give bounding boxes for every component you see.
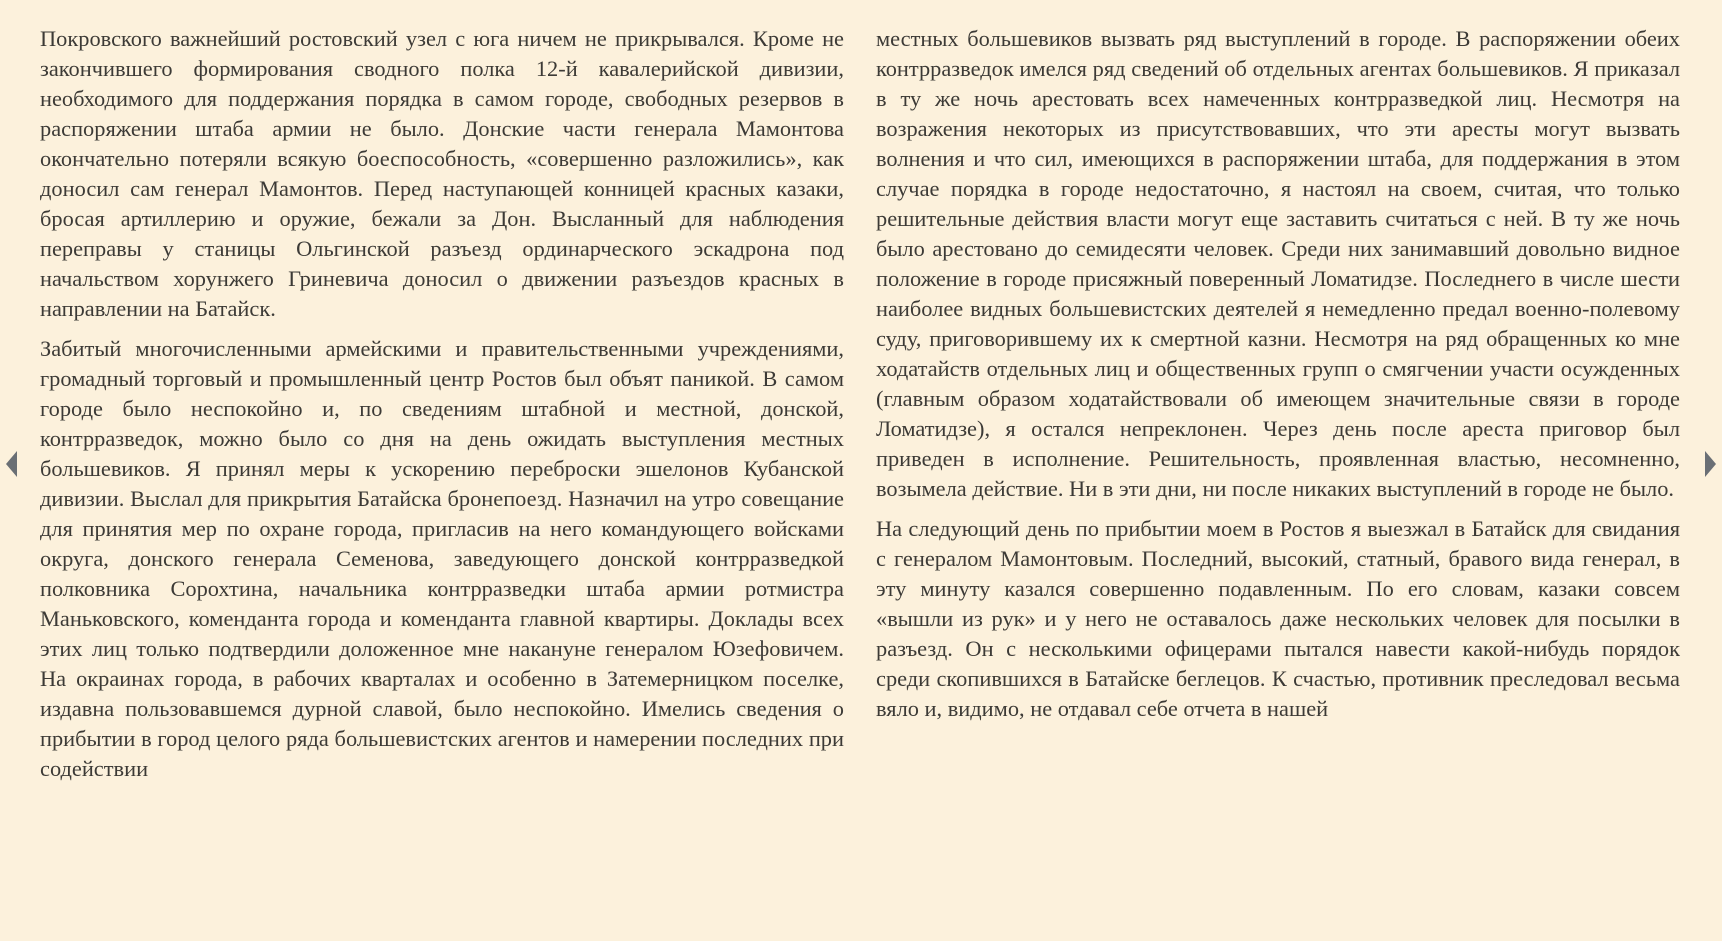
left-paragraph-1: Покровского важнейший ростовский узел с юга ничем не прикрывался. Кроме не закончившего формирования сводного полка 12-й кавалерийской дивизии, необходимого для поддержания порядка в самом городе, свободных резервов в распоряжении штаба армии не было. Донские части генерала Мамонтова окончательно потеряли всякую боеспособность, «совершенно разложились», как доносил сам генерал Мамонтов. Перед наступающей конницей красных казаки, бросая артиллерию и оружие, бежали за Дон. Высланный для наблюдения переправы у станицы Ольгинской разъезд ординарческого эскадрона под начальством хорунжего Гриневича доносил о движении разъездов красных в направлении на Батайск. — [40, 26, 844, 321]
right-page-column — [876, 24, 1680, 734]
next-page-arrow-icon[interactable] — [1705, 451, 1716, 477]
right-paragraph-1: местных большевиков вызвать ряд выступлений в городе. В распоряжении обеих контрразведок имелся ряд сведений об отдельных агентах большевиков. Я приказал в ту же ночь арестовать всех намеченных контрразведкой лиц. Несмотря на возражения некоторых из присутствовавших, что эти аресты могут вызвать волнения и что сил, имеющихся в распоряжении штаба, для поддержания в этом случае порядка в городе недостаточно, я настоял на своем, считая, что только решительные действия власти могут еще заставить считаться с ней. В ту же ночь было арестовано до семидесяти человек. Среди них занимавший довольно видное положение в городе присяжный поверенный Ломатидзе. Последнего в числе шести наиболее видных большевистских деятелей я немедленно предал военно-полевому суду, приговорившему их к смертной казни. Несмотря на ряд обращенных ко мне ходатайств отдельных лиц и общественных групп о смягчении участи осужденных (главным образом ходатайствовали об имеющем значительные связи в городе Ломатидзе), я остался непреклонен. Через день после ареста приговор был приведен в исполнение. Решительность, проявленная властью, несомненно, возымела действие. Ни в эти дни, ни после никаких выступлений в городе не было. — [876, 26, 1680, 501]
left-page-column — [40, 24, 844, 794]
right-paragraph-2: На следующий день по прибытии моем в Ростов я выезжал в Батайск для свидания с генералом Мамонтовым. Последний, высокий, статный, бравого вида генерал, в эту минуту казался совершенно подавленным. По его словам, казаки совсем «вышли из рук» и у него не оставалось даже нескольких человек для посылки в разъезд. Он с несколькими офицерами пытался навести какой-нибудь порядок среди скопившихся в Батайске беглецов. К счастью, противник преследовал весьма вяло и, видимо, не отдавал себе отчета в нашей — [876, 516, 1680, 721]
previous-page-arrow-icon[interactable] — [6, 451, 17, 477]
left-paragraph-2: Забитый многочисленными армейскими и правительственными учреждениями, громадный торговый и промышленный центр Ростов был объят паникой. В самом городе было неспокойно и, по сведениям штабной и местной, донской, контрразведок, можно было со дня на день ожидать выступления местных большевиков. Я принял меры к ускорению переброски эшелонов Кубанской дивизии. Выслал для прикрытия Батайска бронепоезд. Назначил на утро совещание для принятия мер по охране города, пригласив на него командующего войсками округа, донского генерала Семенова, заведующего донской контрразведкой полковника Сорохтина, начальника контрразведки штаба армии ротмистра Маньковского, коменданта города и коменданта главной квартиры. Доклады всех этих лиц только подтвердили доложенное мне накануне генералом Юзефовичем. На окраинах города, в рабочих кварталах и особенно в Затемерницком поселке, издавна пользовавшемся дурной славой, было неспокойно. Имелись сведения о прибытии в город целого ряда большевистских агентов и намерении последних при содействии — [40, 336, 844, 781]
